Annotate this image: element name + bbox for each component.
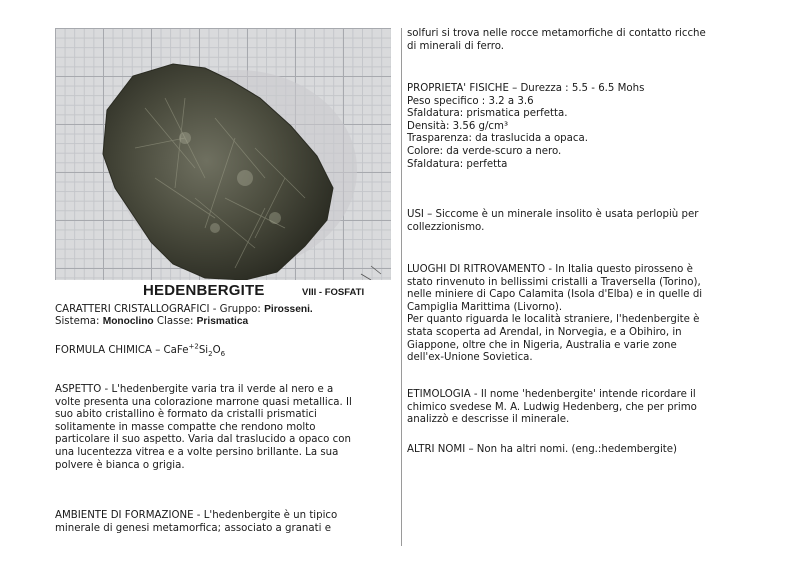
etimologia-paragraph <box>407 389 697 427</box>
ambiente-line: di minerali di ferro. <box>407 40 504 52</box>
ambiente-line: minerale di genesi metamorfica; associato a granati e <box>55 522 331 534</box>
luoghi-paragraph <box>407 264 702 365</box>
proprieta-line: Densità: 3.56 g/cm³ <box>407 120 509 132</box>
mineral-name: HEDENBERGITE <box>143 282 265 299</box>
aspetto-line: polvere è bianca o grigia. <box>55 459 185 471</box>
proprieta-line: Colore: da verde-scuro a nero. <box>407 145 562 157</box>
proprieta-line: PROPRIETA' FISICHE – Durezza : 5.5 - 6.5 Mohs <box>407 83 645 94</box>
title-row <box>55 282 391 302</box>
luoghi-line: Campiglia Marittima (Livorno). <box>407 301 563 313</box>
luoghi-line: LUOGHI DI RITROVAMENTO - In Italia questo pirosseno è <box>407 264 693 275</box>
proprieta-line: Peso specifico : 3.2 a 3.6 <box>407 95 534 107</box>
crystal-group-label: CARATTERI CRISTALLOGRAFICI - Gruppo: <box>55 304 265 315</box>
chemical-formula <box>55 342 226 359</box>
aspetto-line: una lucentezza vitrea e a volte persino brillante. La sua <box>55 446 339 458</box>
luoghi-line: stato rinvenuto in bellissimi cristalli a Traversella (Torino), <box>407 276 701 288</box>
luoghi-line: dell'ex-Unione Sovietica. <box>407 352 533 364</box>
altri-nomi-paragraph <box>407 444 677 457</box>
formula-si: Si <box>198 345 209 356</box>
luoghi-line: nelle miniere di Capo Calamita (Isola d'Elba) e in quelle di <box>407 289 703 301</box>
luoghi-line: stata scoperta ad Arendal, in Norvegia, e a Obihiro, in <box>407 326 682 338</box>
usi-line: collezzionismo. <box>407 221 485 233</box>
crystal-system-label: Sistema: <box>55 316 103 327</box>
formula-si-count: 2 <box>208 350 213 359</box>
aspetto-line: suo abito cristallino è formato da cristalli prismatici <box>55 409 317 421</box>
proprieta-line: Trasparenza: da traslucida a opaca. <box>407 133 588 145</box>
mineral-class-tag: VIII - FOSFATI <box>302 287 365 298</box>
crystal-system-value: Monoclino <box>102 316 154 327</box>
usi-line: USI – Siccome è un minerale insolito è usata perlopiù per <box>407 209 699 220</box>
luoghi-line: Giappone, oltre che in Nigeria, Australia e varie zone <box>407 339 677 351</box>
altri-nomi-line: ALTRI NOMI – Non ha altri nomi. (eng.:hedembergite) <box>407 444 678 455</box>
usi-paragraph <box>407 209 698 234</box>
etimologia-line: analizzò e descrisse il minerale. <box>407 414 570 426</box>
aspetto-line: particolare il suo aspetto. Varia dal traslucido a opaco con <box>55 434 351 446</box>
column-divider <box>401 28 402 546</box>
formula-charge: +2 <box>188 342 199 351</box>
ambiente-line: solfuri si trova nelle rocce metamorfiche di contatto ricche <box>407 28 706 39</box>
formula-o-count: 6 <box>220 350 226 359</box>
specimen-illustration <box>55 28 391 280</box>
specimen-photo <box>55 28 391 280</box>
crystal-group-value: Pirosseni. <box>264 304 313 315</box>
aspetto-line: solitamente in masse compatte che rendono molto <box>55 421 316 433</box>
proprieta-paragraph <box>407 83 644 171</box>
luoghi-line: Per quanto riguarda le località straniere, l'hedenbergite è <box>407 314 700 326</box>
crystal-class-label: Classe: <box>153 316 197 327</box>
aspetto-paragraph <box>55 384 352 472</box>
aspetto-line: volte presenta una colorazione marrone quasi metallica. Il <box>55 396 352 408</box>
crystal-class-value: Prismatica <box>196 316 249 327</box>
formula-o: O <box>212 345 221 356</box>
etimologia-line: ETIMOLOGIA - Il nome 'hedenbergite' intende ricordare il <box>407 389 696 400</box>
ambiente-paragraph-right <box>407 28 706 53</box>
ambiente-paragraph-left <box>55 510 337 535</box>
crystallography-line-1 <box>55 304 313 317</box>
proprieta-line: Sfaldatura: prismatica perfetta. <box>407 108 568 120</box>
etimologia-line: chimico svedese M. A. Ludwig Hedenberg, che per primo <box>407 401 697 413</box>
crystallography-line-2 <box>55 316 248 329</box>
formula-label: FORMULA CHIMICA – CaFe <box>55 345 189 356</box>
aspetto-line: ASPETTO - L'hedenbergite varia tra il verde al nero e a <box>55 384 334 395</box>
ambiente-line: AMBIENTE DI FORMAZIONE - L'hedenbergite è un tipico <box>55 510 338 521</box>
proprieta-line: Sfaldatura: perfetta <box>407 158 508 170</box>
